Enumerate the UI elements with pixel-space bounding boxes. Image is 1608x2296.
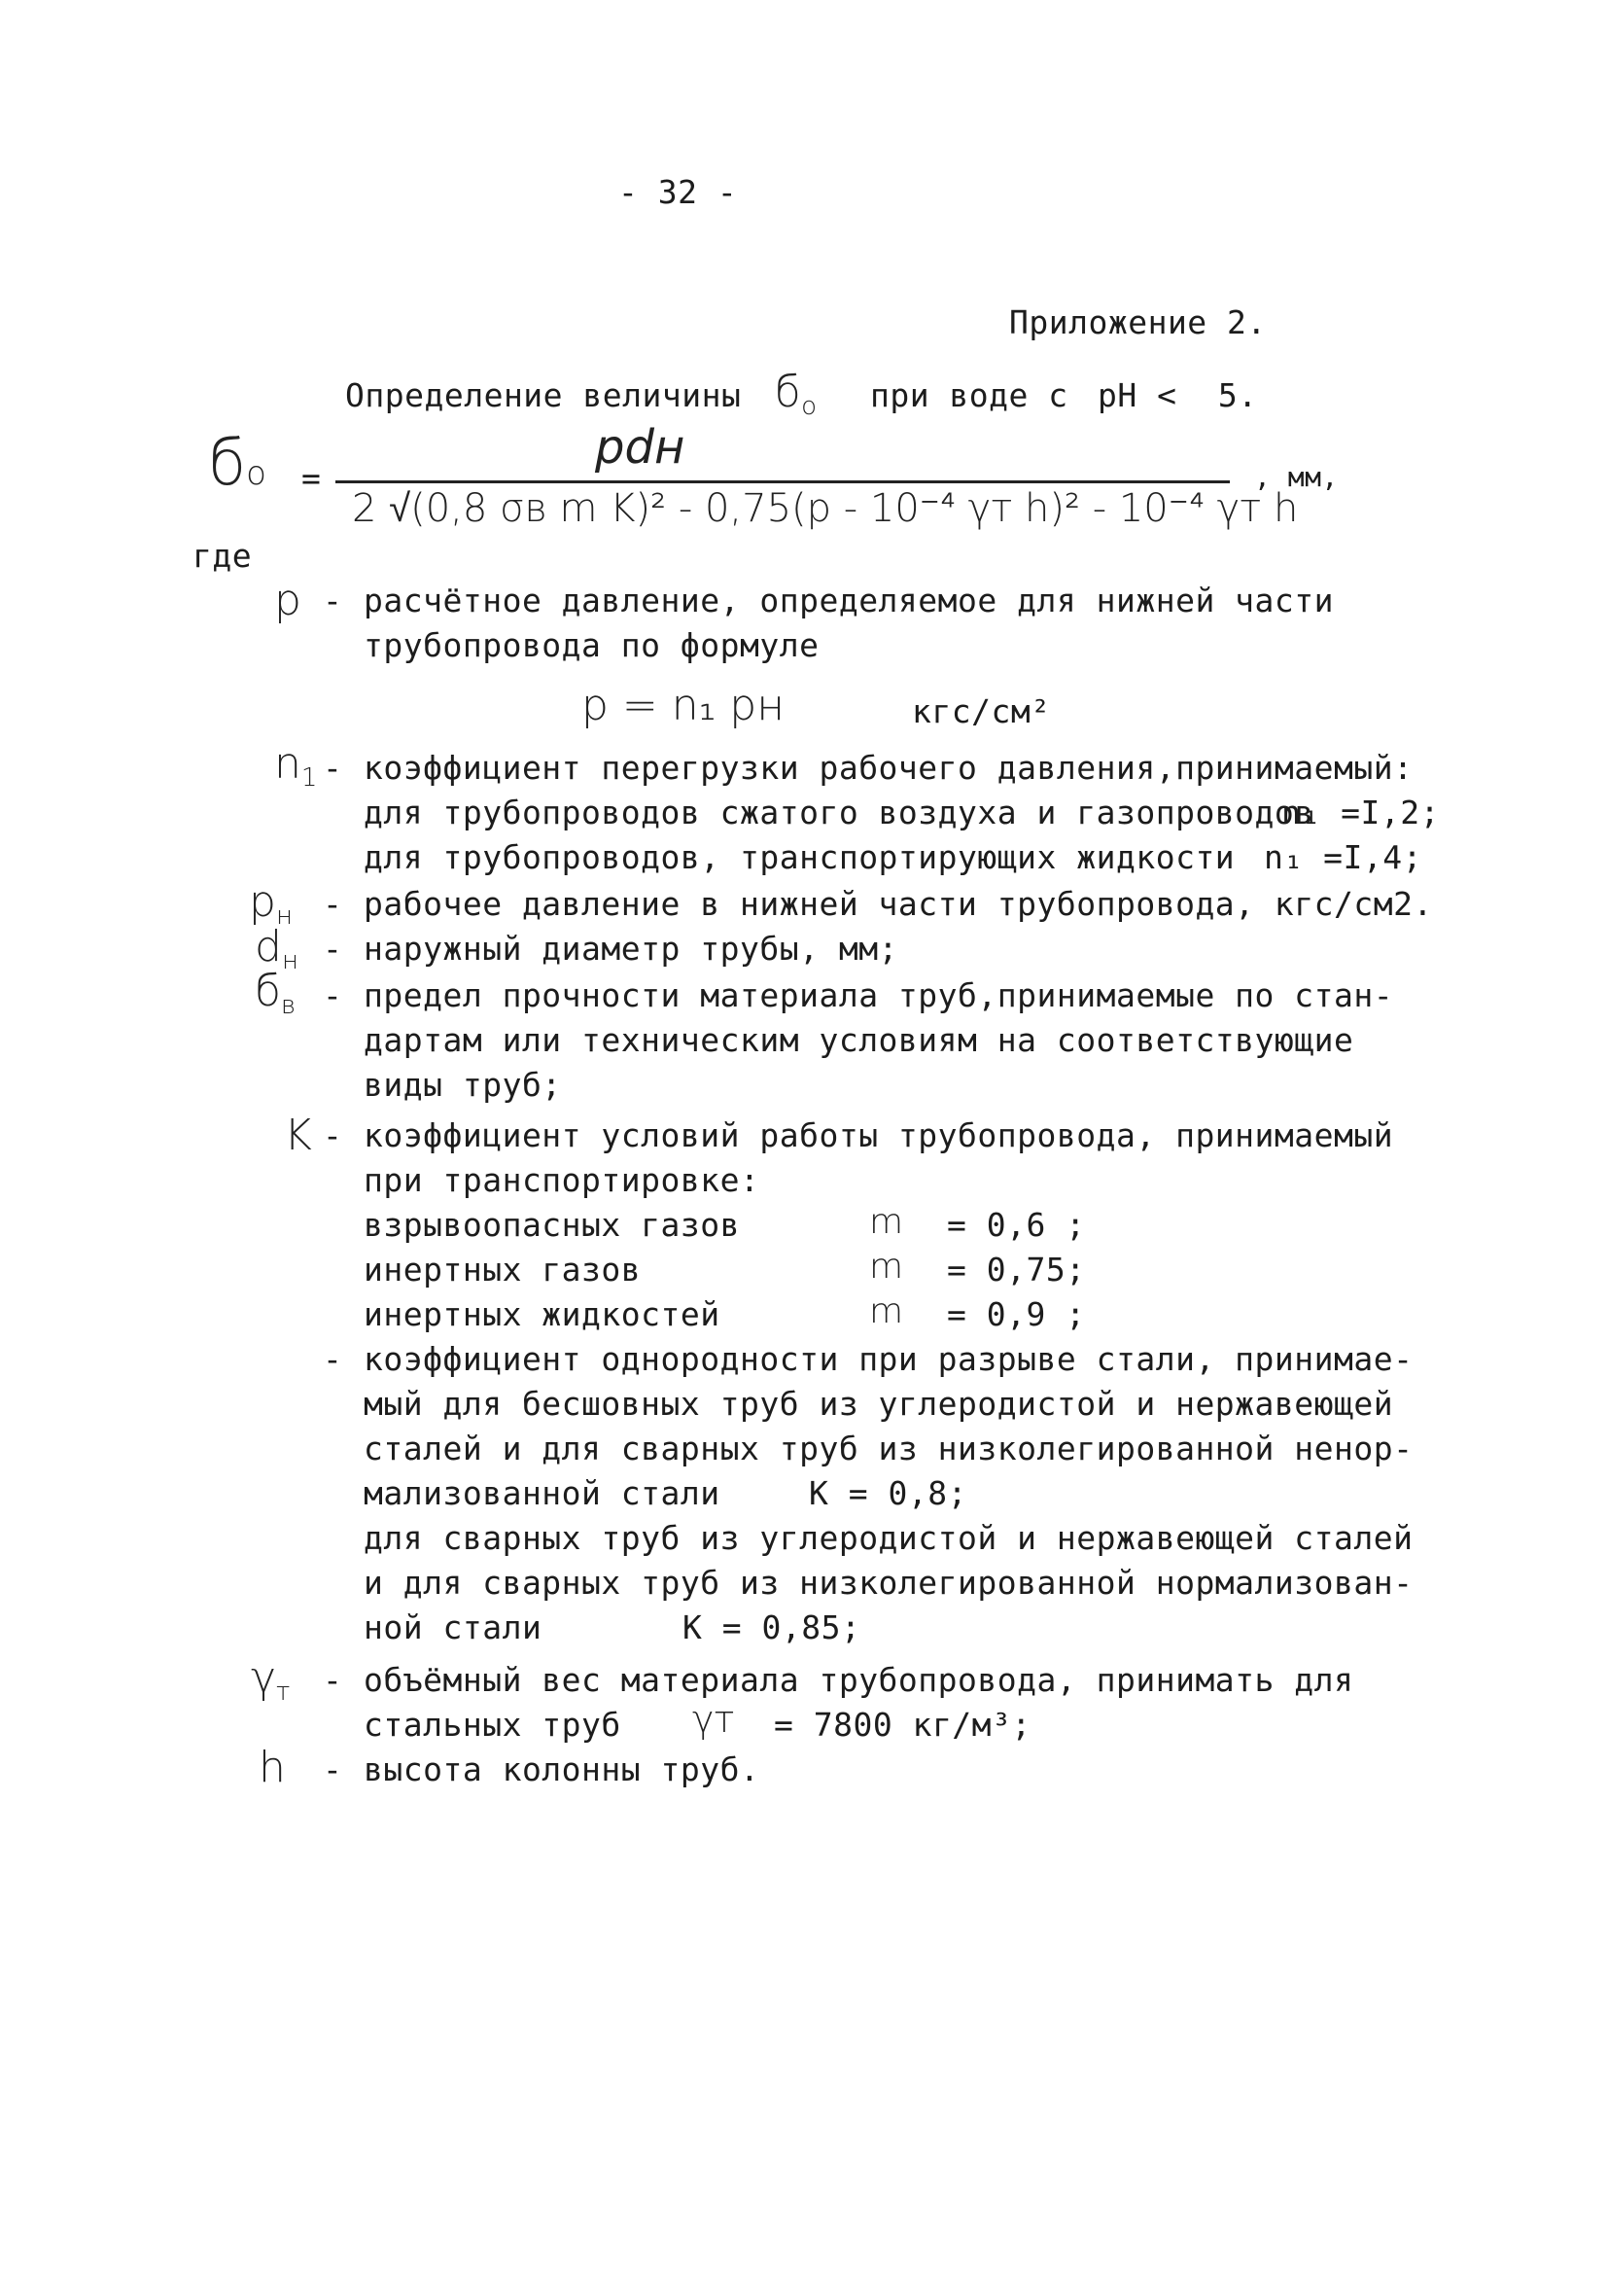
heading-suffix: при воде с [869, 376, 1068, 414]
def-gamma-line1: объёмный вес материала трубопровода, принимать для [364, 1661, 1354, 1699]
def-h-line1: высота колонны труб. [364, 1750, 760, 1788]
def-pn-line1: рабочее давление в нижней части трубопровода, кгс/см2. [364, 885, 1433, 923]
pressure-unit: кгс/см² [912, 692, 1051, 730]
def-p-line2: трубопровода по формуле [364, 626, 820, 664]
def-homog-line7: ной стали [364, 1608, 542, 1646]
k-row-value: = 0,6 ; [947, 1206, 1086, 1244]
section-heading [345, 368, 1258, 421]
def-dash: - [323, 930, 342, 968]
def-gamma-symbol: γт [251, 1653, 291, 1707]
def-homog-line3: сталей и для сварных труб из низколегированной ненор- [364, 1430, 1414, 1467]
heading-ph-value: 5. [1217, 376, 1258, 414]
heading-ph: pH < [1098, 376, 1177, 414]
def-pn-symbol: pн [249, 877, 293, 931]
def-dash: - [323, 1340, 342, 1378]
def-dash: - [323, 976, 342, 1014]
def-gamma-line2: стальных труб [364, 1706, 621, 1744]
formula-numerator: pdн [595, 420, 685, 475]
def-homog-line1: коэффициент однородности при разрыве стали, принимае- [364, 1340, 1414, 1378]
pressure-formula: p = n₁ pн [581, 681, 785, 730]
k-row-value: = 0,75; [947, 1251, 1086, 1289]
k-row-sym: m [869, 1202, 904, 1242]
def-dash: - [323, 885, 342, 923]
def-h-symbol: h [259, 1743, 286, 1792]
def-p-symbol: p [274, 576, 301, 625]
def-sb-line2: дартам или техническим условиям на соответствующие [364, 1021, 1354, 1059]
def-sb-line1: предел прочности материала труб,принимаемые по стан- [364, 976, 1394, 1014]
def-k-symbol: K [284, 1111, 312, 1160]
appendix-label: Приложение 2. [1009, 303, 1267, 341]
def-dn-line1: наружный диаметр трубы, мм; [364, 930, 898, 968]
def-n1-symbol: n1 [274, 739, 318, 793]
def-homog-line2: мый для бесшовных труб из углеродистой и нержавеющей [364, 1385, 1394, 1423]
def-sb-symbol: бв [255, 967, 297, 1020]
def-dash: - [323, 1661, 342, 1699]
k-row-label: взрывоопасных газов [364, 1206, 740, 1244]
formula-unit: , мм, [1254, 461, 1339, 493]
def-homog-line6: и для сварных труб из низколегированной нормализован- [364, 1564, 1414, 1602]
def-dash: - [323, 749, 342, 787]
def-dash: - [323, 1750, 342, 1788]
def-k-line1: коэффициент условий работы трубопровода, принимаемый [364, 1116, 1394, 1154]
formula-lhs: бо [208, 428, 266, 500]
def-dash: - [323, 1116, 342, 1154]
def-n1-line1: коэффициент перегрузки рабочего давления,принимаемый: [364, 749, 1414, 787]
k-row-value: = 0,9 ; [947, 1295, 1086, 1333]
def-gamma-inline-symbol: γт [692, 1698, 735, 1741]
def-sb-line3: виды труб; [364, 1066, 562, 1104]
def-dash: - [323, 582, 342, 619]
def-n1-line3: для трубопроводов, транспортирующих жидкости [364, 838, 1236, 876]
def-gamma-value: = 7800 кг/м³; [774, 1706, 1031, 1744]
formula-equals: = [301, 459, 322, 497]
k-row-label: инертных жидкостей [364, 1295, 720, 1333]
k-row-label: инертных газов [364, 1251, 642, 1289]
def-homog-line4: мализованной стали [364, 1474, 720, 1512]
def-n1-value2: n₁ =I,4; [1264, 838, 1422, 876]
def-n1-line2: для трубопроводов сжатого воздуха и газопроводов [364, 794, 1314, 831]
where-label: где [192, 537, 253, 575]
k-row-sym: m [869, 1247, 904, 1287]
def-dn-symbol: dн [255, 922, 298, 975]
def-n1-value1: n₁ =I,2; [1281, 794, 1440, 831]
heading-symbol: б [774, 368, 802, 417]
page-number: - 32 - [618, 173, 738, 211]
heading-symbol-sub: о [801, 392, 818, 421]
formula-denominator: 2 √(0,8 σв m K)² - 0,75(p - 10⁻⁴ γт h)² - 10⁻⁴ γт h [352, 486, 1299, 531]
def-k-line2: при транспортировке: [364, 1161, 760, 1199]
def-p-line1: расчётное давление, определяемое для нижней части [364, 582, 1335, 619]
def-homog-value2: K = 0,85; [682, 1608, 861, 1646]
heading-prefix: Определение величины [345, 376, 742, 414]
k-row-sym: m [869, 1291, 904, 1331]
def-homog-value1: K = 0,8; [809, 1474, 967, 1512]
def-homog-line5: для сварных труб из углеродистой и нержавеющей сталей [364, 1519, 1414, 1557]
fraction-line [335, 480, 1230, 483]
